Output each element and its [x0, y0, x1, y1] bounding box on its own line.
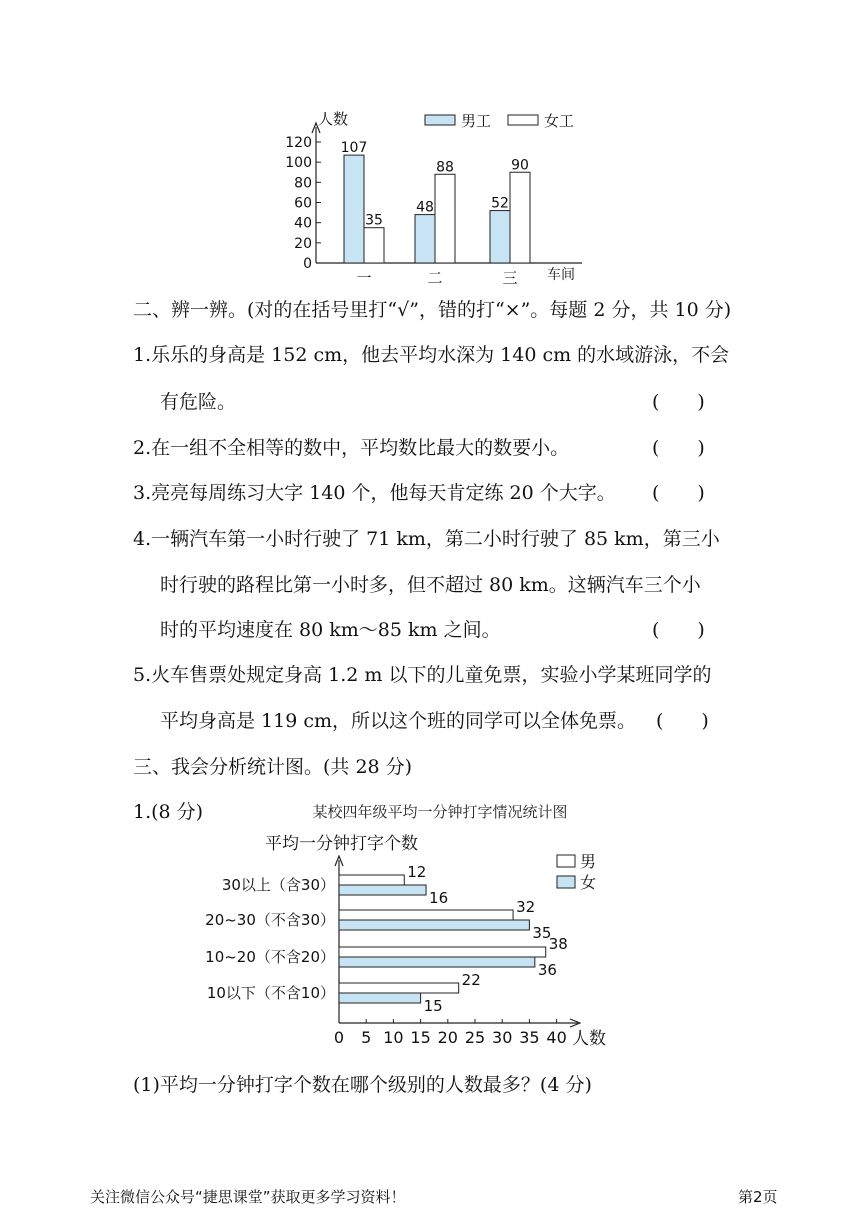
- section2-heading: 二、辨一辨。(对的在括号里打“√”，错的打“×”。每题 2 分，共 10 分): [133, 299, 732, 321]
- question-5-line-1: 5.火车售票处规定身高 1.2 m 以下的儿童免票，实验小学某班同学的: [133, 664, 712, 686]
- data-label: 16: [429, 889, 449, 907]
- data-label: 36: [537, 961, 557, 979]
- data-label: 35: [532, 924, 552, 942]
- chart-title: 某校四年级平均一分钟打字情况统计图: [312, 803, 568, 821]
- bar-女工-1: [364, 228, 384, 263]
- page-number: 第2页: [738, 1188, 778, 1206]
- footer-note: 关注微信公众号“捷思课堂”获取更多学习资料！: [90, 1188, 406, 1206]
- legend-label: 女工: [544, 112, 575, 130]
- x-tick-label: 40: [546, 1028, 567, 1047]
- legend-label: 男: [580, 852, 597, 871]
- y-axis-label: 人数: [318, 110, 349, 128]
- data-label: 52: [491, 195, 509, 212]
- x-tick-label: 三: [502, 269, 518, 287]
- category-label: 10~20（不含20）: [205, 948, 335, 966]
- x-tick-label: 10: [383, 1028, 404, 1047]
- data-label: 15: [423, 997, 443, 1015]
- bar-女-3: [339, 957, 535, 967]
- data-label: 35: [365, 212, 383, 229]
- answer-bracket-5[interactable]: ( ): [656, 710, 709, 732]
- bar-女工-3: [510, 172, 530, 263]
- y-tick-label: 60: [294, 195, 312, 212]
- legend-swatch-女工: [508, 115, 538, 125]
- section3-subquestion-1: (1)平均一分钟打字个数在哪个级别的人数最多？(4 分): [133, 1074, 592, 1096]
- y-tick-label: 0: [303, 256, 312, 272]
- question-4-line-3: 时的平均速度在 80 km～85 km 之间。: [160, 619, 501, 641]
- bar-女-4: [339, 993, 421, 1003]
- bar-男工-3: [490, 211, 510, 263]
- bar-男-2: [339, 910, 513, 920]
- answer-bracket-1[interactable]: ( ): [652, 391, 705, 413]
- question-3: 3.亮亮每周练习大字 140 个，他每天肯定练 20 个大字。: [133, 482, 616, 504]
- x-tick-label: 30: [492, 1028, 513, 1047]
- y-axis-label: 平均一分钟打字个数: [265, 834, 418, 854]
- typing-bar-chart: [0, 790, 868, 1070]
- y-tick-label: 20: [294, 235, 312, 252]
- bar-男-4: [339, 983, 459, 993]
- x-tick-label: 二: [427, 269, 443, 287]
- x-tick-label: 0: [333, 1028, 345, 1047]
- y-tick-label: 80: [294, 175, 312, 192]
- question-4-line-2: 时行驶的路程比第一小时多，但不超过 80 km。这辆汽车三个小: [160, 574, 701, 596]
- data-label: 90: [511, 157, 529, 174]
- bar-女-2: [339, 920, 529, 930]
- data-label: 38: [548, 935, 568, 953]
- answer-bracket-3[interactable]: ( ): [652, 482, 705, 504]
- legend-swatch-女: [557, 876, 575, 888]
- x-axis-label: 车间: [547, 267, 575, 283]
- data-label: 32: [516, 898, 536, 916]
- data-label: 48: [416, 199, 434, 216]
- bar-女-1: [339, 885, 426, 895]
- y-tick-label: 120: [285, 135, 312, 151]
- bar-男-1: [339, 875, 404, 885]
- bar-男工-1: [344, 155, 364, 263]
- data-label: 22: [461, 971, 481, 989]
- x-tick-label: 35: [519, 1028, 540, 1047]
- workshop-bar-chart: [0, 0, 868, 300]
- x-tick-label: 25: [464, 1028, 486, 1047]
- section3-heading: 三、我会分析统计图。(共 28 分): [133, 756, 413, 778]
- question-2: 2.在一组不全相等的数中，平均数比最大的数要小。: [133, 437, 570, 459]
- y-tick-label: 100: [285, 155, 312, 172]
- question-4-line-1: 4.一辆汽车第一小时行驶了 71 km，第二小时行驶了 85 km，第三小: [133, 528, 720, 550]
- x-tick-label: 15: [410, 1028, 431, 1047]
- category-label: 10以下（不含10）: [206, 984, 335, 1002]
- x-tick-label: 一: [356, 269, 372, 287]
- data-label: 12: [407, 863, 427, 881]
- bar-女工-2: [435, 174, 455, 263]
- answer-bracket-2[interactable]: ( ): [652, 437, 705, 459]
- question-1-line-1: 1.乐乐的身高是 152 cm，他去平均水深为 140 cm 的水域游泳，不会: [133, 344, 730, 366]
- x-axis-label: 人数: [572, 1029, 606, 1049]
- y-tick-label: 40: [294, 215, 312, 232]
- legend-label: 女: [580, 873, 597, 892]
- legend-swatch-男: [557, 855, 575, 867]
- legend-swatch-男工: [425, 115, 455, 125]
- category-label: 20~30（不含30）: [205, 911, 335, 929]
- data-label: 107: [340, 140, 368, 157]
- bar-男-3: [339, 947, 546, 957]
- question-1-line-2: 有危险。: [160, 391, 237, 413]
- bar-男工-2: [415, 215, 435, 263]
- x-tick-label: 5: [361, 1028, 372, 1047]
- answer-bracket-4[interactable]: ( ): [652, 619, 705, 641]
- legend-label: 男工: [461, 112, 492, 130]
- x-tick-label: 20: [437, 1028, 458, 1047]
- section3-question-1-label: 1.(8 分): [133, 801, 204, 823]
- data-label: 88: [436, 159, 454, 176]
- category-label: 30以上（含30）: [221, 876, 335, 894]
- question-5-line-2: 平均身高是 119 cm，所以这个班的同学可以全体免票。: [160, 710, 637, 732]
